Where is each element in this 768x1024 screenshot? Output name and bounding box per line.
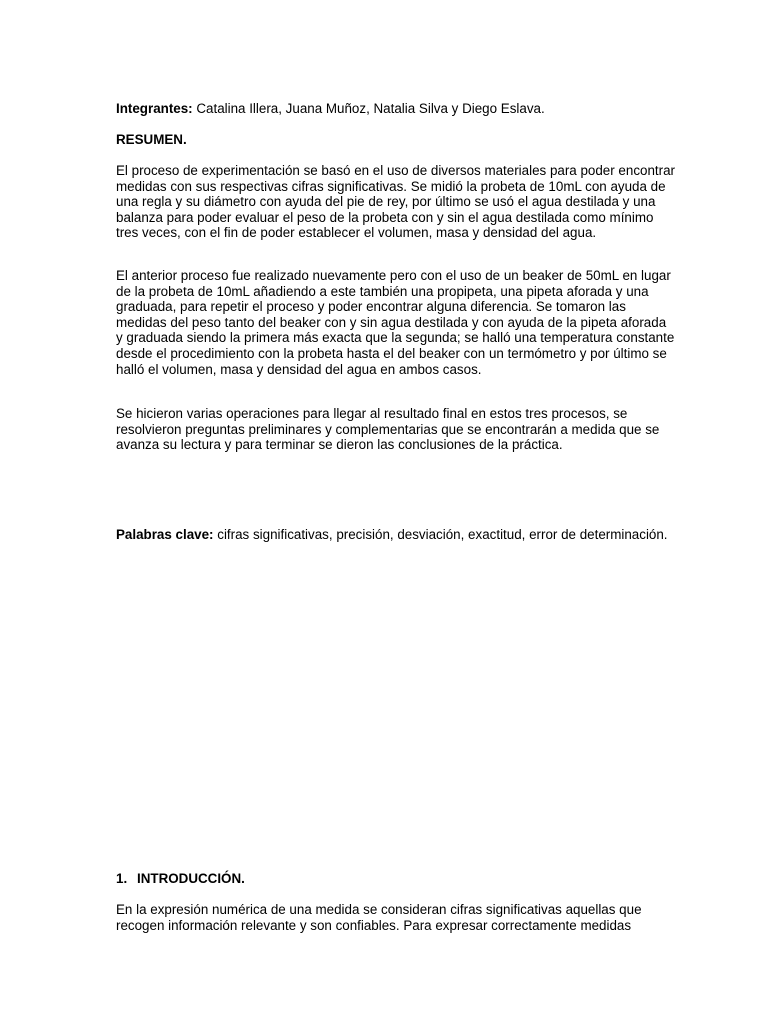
introduction-paragraph: En la expresión numérica de una medida se consideran cifras significativas aquellas que recogen información relevante y son confiables. Para expresar correctamente medidas	[116, 902, 642, 933]
members-names: Catalina Illera, Juana Muñoz, Natalia Silva y Diego Eslava.	[192, 101, 545, 116]
keywords-label: Palabras clave:	[116, 527, 214, 542]
abstract-paragraph-2: El anterior proceso fue realizado nuevamente pero con el uso de un beaker de 50mL en lugar de la probeta de 10mL añadiendo a este también una propipeta, una pipeta aforada y una graduada, para repetir el proceso y poder encontrar alguna diferencia. Se tomaron las medidas del peso tanto del beaker con y sin agua destilada y con ayuda de la pipeta aforada y graduada siendo la primera más exacta que la segunda; se halló una temperatura constante desde el procedimiento con la probeta hasta el del beaker con un termómetro y por último se halló el volumen, masa y densidad del agua en ambos casos.	[116, 268, 675, 377]
introduction-title: INTRODUCCIÓN.	[137, 871, 245, 886]
keywords-line	[116, 527, 676, 543]
keywords-text: cifras significativas, precisión, desviación, exactitud, error de determinación.	[213, 527, 668, 542]
introduction-number: 1.	[116, 871, 128, 886]
abstract-paragraph-3: Se hicieron varias operaciones para llegar al resultado final en estos tres procesos, se resolvieron preguntas preliminares y complementarias que se encontrarán a medida que se avanza su lectura y para terminar se dieron las conclusiones de la práctica.	[116, 406, 660, 453]
members-label: Integrantes:	[116, 101, 193, 116]
abstract-paragraph-1: El proceso de experimentación se basó en el uso de diversos materiales para poder encontrar medidas con sus respectivas cifras significativas. Se midió la probeta de 10mL con ayuda de una regla y su diámetro con ayuda del pie de rey, por último se usó el agua destilada y una balanza para poder evaluar el peso de la probeta con y sin el agua destilada como mínimo tres veces, con el fin de poder establecer el volumen, masa y densidad del agua.	[116, 163, 676, 241]
abstract-heading: RESUMEN.	[116, 132, 187, 147]
members-line	[116, 101, 676, 117]
introduction-heading	[116, 871, 676, 887]
